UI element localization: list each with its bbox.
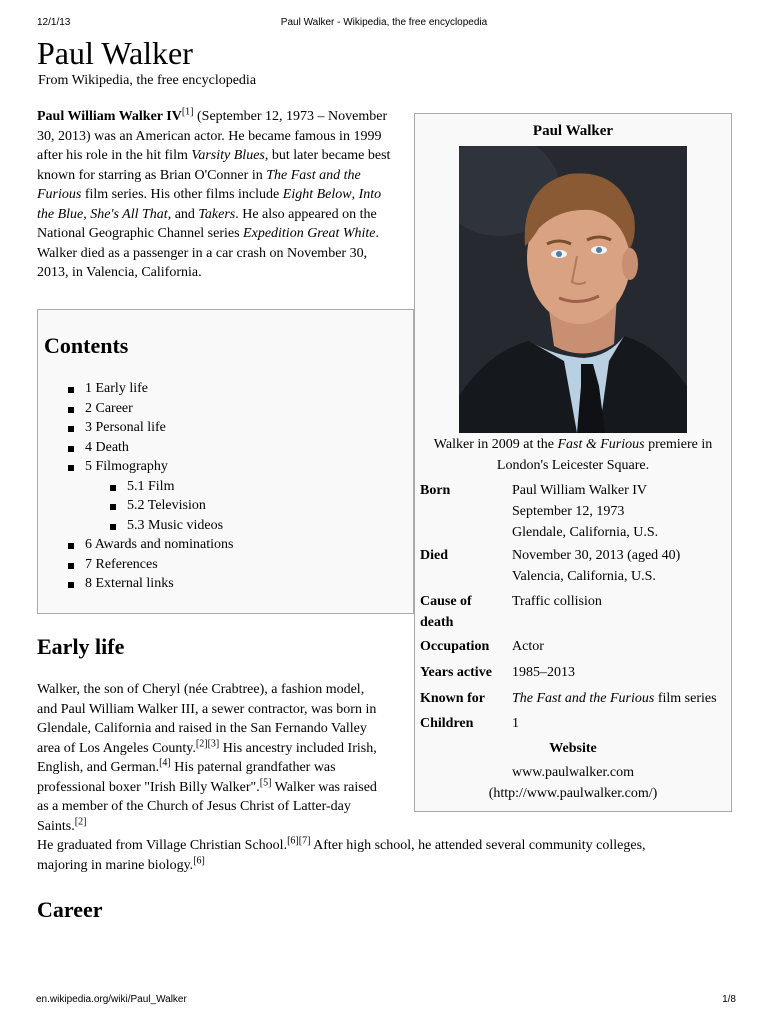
film-link[interactable]: Eight Below <box>282 187 352 202</box>
infobox-row-died <box>420 545 730 587</box>
portrait-photo[interactable] <box>459 146 687 433</box>
infobox-row-known-for <box>420 688 730 709</box>
born-value: Paul William Walker IV September 12, 1973 Glendale, California, U.S. <box>512 480 730 543</box>
print-page-title: Paul Walker - Wikipedia, the free encyclopedia <box>280 17 488 28</box>
subject-name: Paul William Walker IV <box>37 109 182 124</box>
infobox-title: Paul Walker <box>532 123 614 139</box>
film-link[interactable]: Into the Blue <box>37 187 382 222</box>
ref-link[interactable]: [5] <box>259 776 272 788</box>
infobox-row-children <box>420 713 730 734</box>
early-life-paragraph: Walker, the son of Cheryl (née Crabtree), a fashion model, and Paul William Walker III, a sewer contractor, was born in Glendale, California and raised in the San Fernando Valley area of Los Angeles County.[2][3] His ancestry included Irish, English, and German.[4] His paternal grandfather was professional boxer "Irish Billy Walker".[5] Walker was raised as a member of the Church of Jesus Christ of Latter-day Saints.[2] He graduated from Village Christian School.[6][7] After high school, he attended several community colleges, majoring in marine biology.[6] <box>37 682 646 873</box>
ref-link[interactable]: [3] <box>207 737 220 749</box>
ref-link[interactable]: [6] <box>193 854 205 866</box>
infobox-row-years <box>420 662 730 683</box>
website-url[interactable]: (http://www.paulwalker.com/) <box>488 786 658 801</box>
occupation-value: Actor <box>512 639 544 654</box>
toc-item-personal-life[interactable]: 3 Personal life <box>68 418 233 438</box>
intro-paragraph: Paul William Walker IV[1] (September 12, 1973 – November 30, 2013) was an American actor. He became famous in 1999 after his role in the hit film Varsity Blues, but later became best known for starring as Brian O'Conner in The Fast and the Furious film series. His other films include Eight Below, Into the Blue, She's All That, and Takers. He also appeared on the National Geographic Channel series Expedition Great White. Walker died as a passenger in a car crash on November 30, 2013, in Valencia, California. <box>37 106 391 280</box>
ref-link[interactable]: [7] <box>298 835 311 847</box>
print-footer <box>0 994 768 1008</box>
career-heading: Career <box>37 897 103 922</box>
toc-item-music-videos[interactable]: 5.3 Music videos <box>110 516 233 536</box>
toc-item-film[interactable]: 5.1 Film <box>110 477 233 497</box>
toc-item-external-links[interactable]: 8 External links <box>68 574 233 594</box>
page-tagline: From Wikipedia, the free encyclopedia <box>38 73 257 88</box>
deathplace-link[interactable]: Valencia, California, U.S. <box>512 569 656 584</box>
photo-caption: Walker in 2009 at the Fast & Furious premiere in London's Leicester Square. <box>433 437 713 473</box>
toc-item-career[interactable]: 2 Career <box>68 399 233 419</box>
infobox-row-born <box>420 480 730 543</box>
toc-item-death[interactable]: 4 Death <box>68 438 233 458</box>
print-date: 12/1/13 <box>37 17 71 28</box>
occupation-label: Occupation <box>420 639 490 654</box>
film-link[interactable]: She's All That <box>90 206 168 222</box>
toc-item-early-life[interactable]: 1 Early life <box>68 379 233 399</box>
cause-label: Cause of death <box>420 594 472 630</box>
years-label: Years active <box>420 665 492 680</box>
toc-list <box>68 379 233 594</box>
ref-link[interactable]: [2] <box>74 815 87 827</box>
known-film-link[interactable]: The Fast and the Furious <box>512 691 655 706</box>
died-value: November 30, 2013 (aged 40) Valencia, California, U.S. <box>512 545 730 587</box>
website-label: Website <box>549 741 597 756</box>
table-of-contents <box>37 309 414 614</box>
ref-link[interactable]: [2] <box>195 737 208 749</box>
children-label: Children <box>420 716 474 731</box>
film-link[interactable]: Takers <box>198 206 236 222</box>
toc-item-television[interactable]: 5.2 Television <box>110 496 233 516</box>
page-title: Paul Walker <box>37 35 193 71</box>
toc-item-references[interactable]: 7 References <box>68 555 233 575</box>
children-value: 1 <box>512 716 519 731</box>
toc-heading: Contents <box>44 333 129 358</box>
ref-link[interactable]: [1] <box>181 106 194 118</box>
website-link[interactable]: www.paulwalker.com <box>512 765 634 780</box>
series-link[interactable]: Expedition Great White <box>243 226 376 241</box>
print-header <box>0 17 768 31</box>
infobox <box>414 113 732 812</box>
print-url: en.wikipedia.org/wiki/Paul_Walker <box>36 994 187 1005</box>
film-link[interactable]: Varsity Blues <box>191 148 265 163</box>
birthplace-link[interactable]: Glendale, California, U.S. <box>512 525 659 540</box>
infobox-row-cause <box>420 591 730 633</box>
died-label: Died <box>420 548 448 563</box>
toc-item-filmography[interactable]: 5 Filmography <box>68 457 233 477</box>
early-life-heading: Early life <box>37 634 125 659</box>
years-value: 1985–2013 <box>512 665 575 680</box>
caption-film-link[interactable]: Fast & Furious <box>557 437 645 452</box>
known-label: Known for <box>420 691 485 706</box>
portrait-image <box>459 146 687 433</box>
toc-item-awards[interactable]: 6 Awards and nominations <box>68 535 233 555</box>
cause-value: Traffic collision <box>512 594 602 609</box>
film-link[interactable]: The Fast and the Furious <box>37 167 361 202</box>
infobox-row-occupation <box>420 636 730 657</box>
ref-link[interactable]: [4] <box>159 757 171 769</box>
ref-link[interactable]: [6] <box>287 835 299 847</box>
born-label: Born <box>420 483 451 498</box>
print-page-number: 1/8 <box>722 994 736 1005</box>
known-value: The Fast and the Furious film series <box>512 691 717 706</box>
